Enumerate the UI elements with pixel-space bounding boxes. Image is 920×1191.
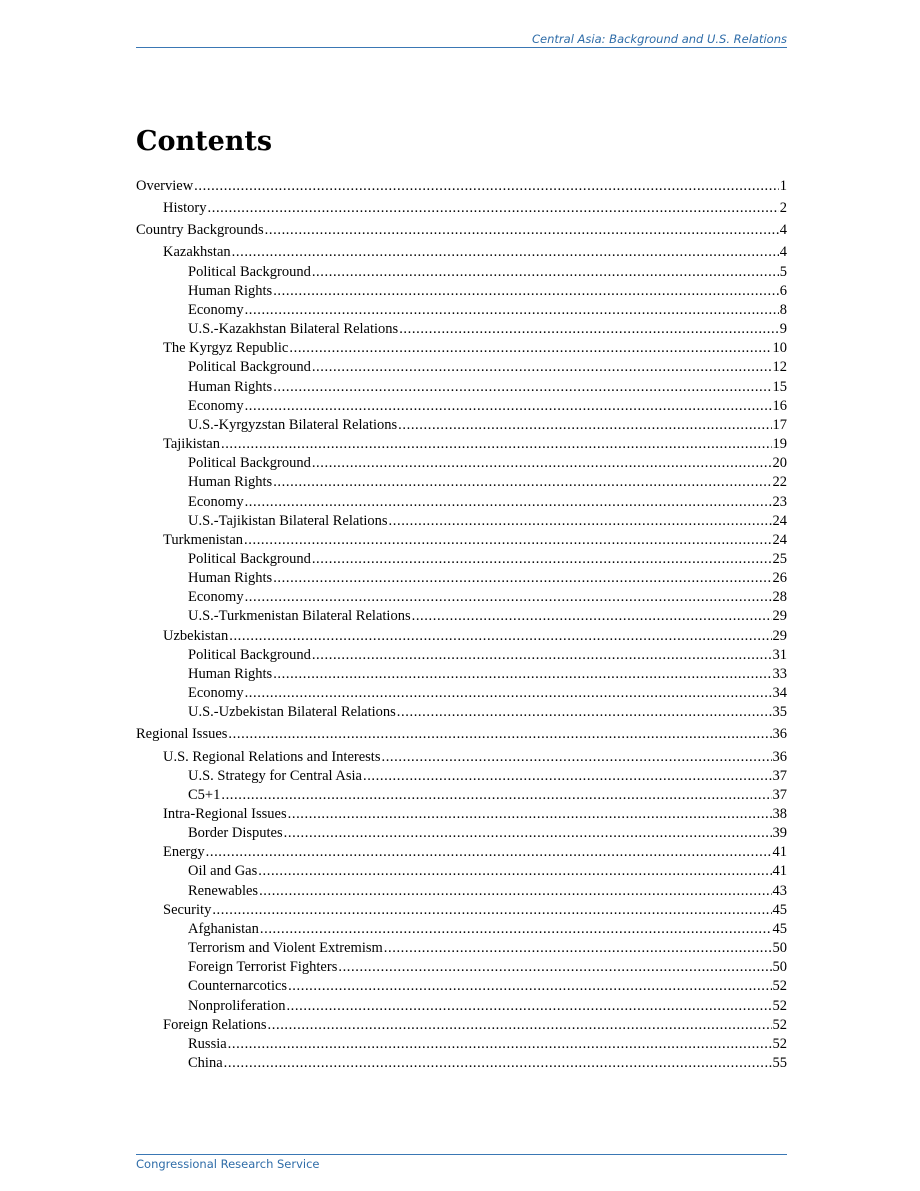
toc-entry-title: Economy xyxy=(188,493,244,510)
toc-entry[interactable] xyxy=(136,435,787,454)
toc-entry-page: 15 xyxy=(772,378,787,395)
toc-entry-title: Overview xyxy=(136,178,194,194)
toc-entry-title: Economy xyxy=(188,397,244,414)
toc-entry-page: 39 xyxy=(772,825,787,842)
toc-entry-page: 20 xyxy=(772,455,787,472)
toc-entry[interactable] xyxy=(136,320,787,339)
toc-leader-dots xyxy=(338,958,771,977)
toc-leader-dots xyxy=(284,824,772,843)
toc-leader-dots xyxy=(381,748,771,767)
toc-entry[interactable] xyxy=(136,531,787,550)
toc-entry-title: Uzbekistan xyxy=(163,627,229,644)
toc-entry-page: 25 xyxy=(772,550,787,567)
toc-leader-dots xyxy=(312,550,772,569)
toc-entry-page: 2 xyxy=(779,200,787,217)
toc-entry-page: 6 xyxy=(779,282,787,299)
toc-entry[interactable] xyxy=(136,473,787,492)
toc-entry-title: C5+1 xyxy=(188,786,221,803)
toc-entry[interactable] xyxy=(136,454,787,473)
toc-entry[interactable] xyxy=(136,843,787,862)
toc-entry[interactable] xyxy=(136,786,787,805)
toc-entry[interactable] xyxy=(136,607,787,626)
toc-leader-dots xyxy=(384,939,772,958)
toc-leader-dots xyxy=(289,339,771,358)
toc-leader-dots xyxy=(258,862,771,881)
toc-entry[interactable] xyxy=(136,282,787,301)
toc-entry[interactable] xyxy=(136,301,787,320)
toc-entry-page: 55 xyxy=(772,1055,787,1072)
toc-leader-dots xyxy=(224,1054,772,1073)
toc-entry-page: 36 xyxy=(772,748,787,765)
toc-leader-dots xyxy=(245,493,772,512)
toc-entry-title: Political Background xyxy=(188,550,311,567)
toc-entry-title: Political Background xyxy=(188,646,311,663)
toc-leader-dots xyxy=(312,263,779,282)
toc-entry-title: U.S.-Kyrgyzstan Bilateral Relations xyxy=(188,416,398,433)
toc-entry-page: 52 xyxy=(772,1035,787,1052)
toc-entry[interactable] xyxy=(136,862,787,881)
toc-entry-page: 50 xyxy=(772,959,787,976)
toc-entry[interactable] xyxy=(136,997,787,1016)
toc-leader-dots xyxy=(245,397,772,416)
toc-leader-dots xyxy=(312,358,772,377)
toc-entry-title: Political Background xyxy=(188,359,311,376)
toc-entry-title: Border Disputes xyxy=(188,825,283,842)
toc-entry-title: U.S.-Uzbekistan Bilateral Relations xyxy=(188,704,396,721)
toc-leader-dots xyxy=(245,301,779,320)
toc-entry-title: History xyxy=(163,200,207,217)
toc-leader-dots xyxy=(212,901,771,920)
toc-entry-page: 12 xyxy=(772,359,787,376)
toc-entry-page: 41 xyxy=(772,863,787,880)
toc-entry-page: 10 xyxy=(772,340,787,357)
toc-entry-page: 5 xyxy=(779,263,787,280)
toc-entry[interactable] xyxy=(136,627,787,646)
toc-entry-title: The Kyrgyz Republic xyxy=(163,340,289,357)
toc-entry-page: 24 xyxy=(772,531,787,548)
toc-entry[interactable] xyxy=(136,665,787,684)
toc-leader-dots xyxy=(221,435,772,454)
toc-entry-page: 52 xyxy=(772,1016,787,1033)
running-header: Central Asia: Background and U.S. Relations xyxy=(136,32,787,48)
toc-entry[interactable] xyxy=(136,397,787,416)
toc-leader-dots xyxy=(288,805,772,824)
toc-entry-title: Afghanistan xyxy=(188,920,259,937)
toc-entry-page: 26 xyxy=(772,570,787,587)
toc-entry-title: Country Backgrounds xyxy=(136,222,264,239)
toc-leader-dots xyxy=(273,282,779,301)
toc-entry-page: 33 xyxy=(772,665,787,682)
toc-leader-dots xyxy=(245,588,772,607)
toc-entry-page: 29 xyxy=(772,627,787,644)
toc-entry-title: Renewables xyxy=(188,882,259,899)
toc-entry-page: 41 xyxy=(772,844,787,861)
toc-leader-dots xyxy=(389,512,772,531)
toc-entry-page: 37 xyxy=(772,767,787,784)
toc-leader-dots xyxy=(412,607,772,626)
toc-entry[interactable] xyxy=(136,882,787,901)
toc-leader-dots xyxy=(312,454,772,473)
toc-entry-page: 43 xyxy=(772,882,787,899)
toc-entry[interactable] xyxy=(136,958,787,977)
toc-entry[interactable] xyxy=(136,767,787,786)
toc-entry[interactable] xyxy=(136,684,787,703)
toc-entry-title: Human Rights xyxy=(188,474,273,491)
toc-entry-page: 45 xyxy=(772,901,787,918)
toc-entry-title: Political Background xyxy=(188,263,311,280)
toc-entry[interactable] xyxy=(136,263,787,282)
toc-entry[interactable] xyxy=(136,339,787,358)
toc-entry[interactable] xyxy=(136,977,787,996)
toc-entry[interactable] xyxy=(136,824,787,843)
toc-entry-title: Security xyxy=(163,901,212,918)
toc-entry-page: 1 xyxy=(779,178,787,194)
toc-entry-title: Human Rights xyxy=(188,282,273,299)
toc-entry-page: 52 xyxy=(772,997,787,1014)
toc-leader-dots xyxy=(312,646,772,665)
toc-leader-dots xyxy=(221,786,771,805)
toc-leader-dots xyxy=(273,569,771,588)
toc-leader-dots xyxy=(259,882,771,901)
toc-leader-dots xyxy=(228,725,771,744)
toc-leader-dots xyxy=(245,684,772,703)
toc-entry-page: 24 xyxy=(772,512,787,529)
toc-entry-page: 9 xyxy=(779,321,787,338)
toc-entry[interactable] xyxy=(136,588,787,607)
toc-leader-dots xyxy=(228,1035,772,1054)
toc-entry-title: Terrorism and Violent Extremism xyxy=(188,940,383,957)
toc-entry[interactable] xyxy=(136,646,787,665)
toc-entry-title: Foreign Terrorist Fighters xyxy=(188,959,338,976)
toc-entry-page: 22 xyxy=(772,474,787,491)
toc-entry[interactable] xyxy=(136,416,787,435)
toc-entry-page: 31 xyxy=(772,646,787,663)
toc-entry-page: 23 xyxy=(772,493,787,510)
toc-leader-dots xyxy=(363,767,772,786)
toc-entry-page: 34 xyxy=(772,685,787,702)
toc-leader-dots xyxy=(273,665,771,684)
page-title: Contents xyxy=(136,126,273,157)
toc-leader-dots xyxy=(260,920,772,939)
toc-entry[interactable] xyxy=(136,493,787,512)
toc-entry-page: 16 xyxy=(772,397,787,414)
toc-entry[interactable] xyxy=(136,939,787,958)
toc-entry[interactable] xyxy=(136,805,787,824)
toc-leader-dots xyxy=(229,627,771,646)
toc-entry-title: Russia xyxy=(188,1035,227,1052)
toc-entry[interactable] xyxy=(136,901,787,920)
toc-leader-dots xyxy=(398,416,771,435)
toc-entry[interactable] xyxy=(136,1016,787,1035)
toc-entry-title: Turkmenistan xyxy=(163,531,244,548)
toc-entry-title: Human Rights xyxy=(188,378,273,395)
toc-entry-title: U.S.-Kazakhstan Bilateral Relations xyxy=(188,321,399,338)
toc-entry[interactable] xyxy=(136,512,787,531)
toc-leader-dots xyxy=(273,378,771,397)
toc-leader-dots xyxy=(265,221,779,240)
toc-entry-page: 8 xyxy=(779,301,787,318)
toc-entry-title: Regional Issues xyxy=(136,726,228,743)
toc-entry-page: 36 xyxy=(772,726,787,743)
toc-entry[interactable] xyxy=(136,703,787,722)
toc-entry-title: Intra-Regional Issues xyxy=(163,806,287,822)
toc-entry-page: 28 xyxy=(772,589,787,606)
toc-entry[interactable] xyxy=(136,221,787,240)
toc-entry-page: 4 xyxy=(779,244,787,261)
toc-leader-dots xyxy=(194,177,779,196)
toc-entry-title: Human Rights xyxy=(188,570,273,587)
toc-entry[interactable] xyxy=(136,569,787,588)
toc-entry-title: Energy xyxy=(163,844,205,861)
toc-entry[interactable] xyxy=(136,177,787,196)
toc-entry-title: U.S.-Tajikistan Bilateral Relations xyxy=(188,512,388,529)
table-of-contents xyxy=(136,174,787,1073)
toc-entry-page: 29 xyxy=(772,608,787,625)
toc-entry[interactable] xyxy=(136,199,787,218)
toc-entry-title: Counternarcotics xyxy=(188,978,288,995)
toc-entry-title: Human Rights xyxy=(188,665,273,682)
toc-entry[interactable] xyxy=(136,358,787,377)
toc-entry-title: Economy xyxy=(188,589,244,606)
toc-entry[interactable] xyxy=(136,1035,787,1054)
toc-entry[interactable] xyxy=(136,550,787,569)
toc-entry[interactable] xyxy=(136,725,787,744)
toc-entry-page: 45 xyxy=(772,920,787,937)
toc-leader-dots xyxy=(288,977,771,996)
toc-entry[interactable] xyxy=(136,243,787,262)
toc-leader-dots xyxy=(244,531,771,550)
toc-leader-dots xyxy=(208,199,779,218)
toc-entry-title: Oil and Gas xyxy=(188,863,258,880)
toc-entry-title: Economy xyxy=(188,685,244,702)
toc-entry-page: 4 xyxy=(779,222,787,239)
toc-entry-title: Foreign Relations xyxy=(163,1016,267,1033)
toc-leader-dots xyxy=(206,843,772,862)
toc-entry-page: 35 xyxy=(772,704,787,721)
toc-entry[interactable] xyxy=(136,748,787,767)
toc-entry-title: Tajikistan xyxy=(163,436,220,453)
toc-entry-page: 19 xyxy=(772,436,787,453)
toc-entry-title: U.S. Strategy for Central Asia xyxy=(188,767,362,784)
toc-leader-dots xyxy=(399,320,779,339)
toc-entry-page: 37 xyxy=(772,786,787,803)
toc-entry-title: Kazakhstan xyxy=(163,244,231,261)
toc-entry-title: China xyxy=(188,1055,223,1072)
toc-entry-page: 17 xyxy=(772,416,787,433)
toc-entry-page: 38 xyxy=(772,806,787,822)
toc-entry-page: 52 xyxy=(772,978,787,995)
toc-entry[interactable] xyxy=(136,1054,787,1073)
toc-leader-dots xyxy=(397,703,772,722)
toc-entry-title: U.S.-Turkmenistan Bilateral Relations xyxy=(188,608,411,625)
toc-leader-dots xyxy=(273,473,771,492)
toc-leader-dots xyxy=(232,243,779,262)
toc-entry-title: Economy xyxy=(188,301,244,318)
toc-entry-title: Nonproliferation xyxy=(188,997,286,1014)
toc-entry[interactable] xyxy=(136,378,787,397)
toc-entry-title: U.S. Regional Relations and Interests xyxy=(163,748,381,765)
toc-leader-dots xyxy=(268,1016,772,1035)
toc-entry-title: Political Background xyxy=(188,455,311,472)
toc-entry[interactable] xyxy=(136,920,787,939)
page-footer: Congressional Research Service xyxy=(136,1154,787,1172)
toc-entry-page: 50 xyxy=(772,940,787,957)
toc-leader-dots xyxy=(286,997,771,1016)
